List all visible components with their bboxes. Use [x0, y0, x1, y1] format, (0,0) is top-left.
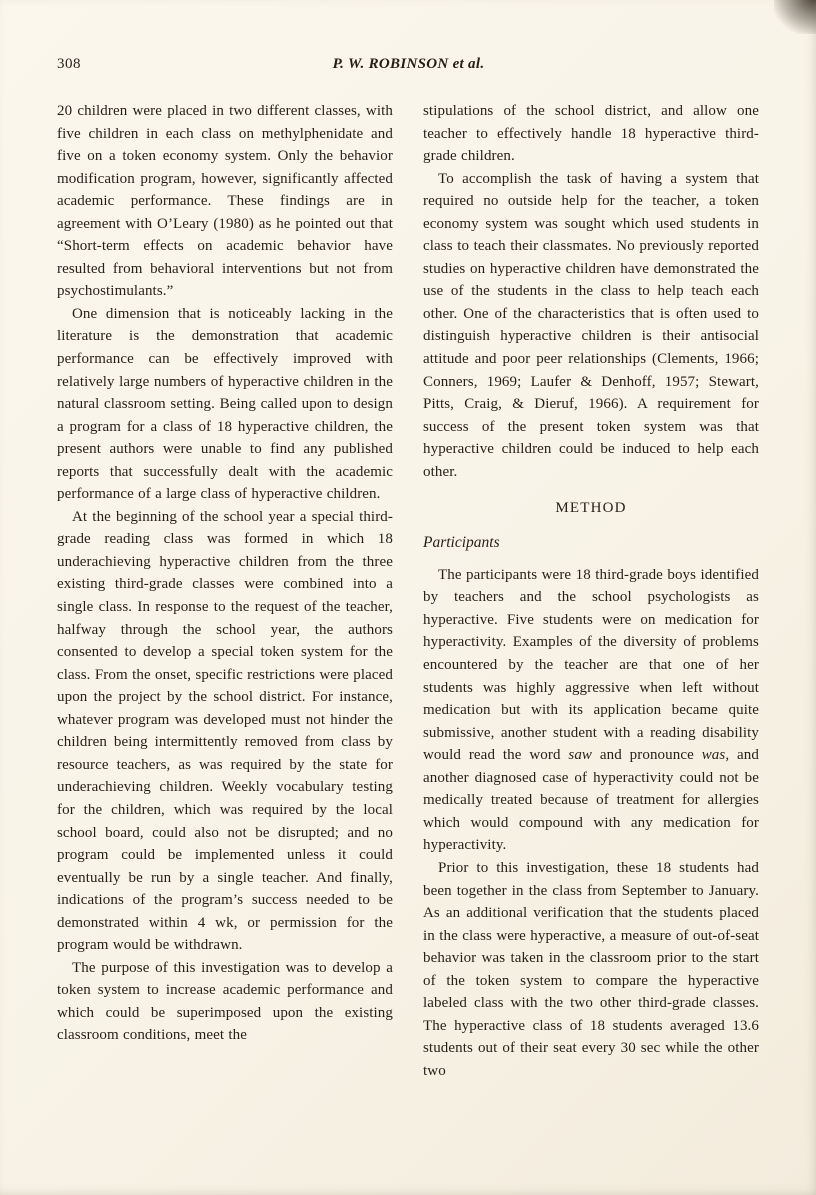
- running-head: [137, 56, 680, 73]
- text-run: The participants were 18 third-grade boys identified by teachers and the school psychologists as hyperactive. Five students were on medication for hyperactivity. Examples of the diversity of problems encountered by the teacher are that one of her students was highly aggressive when left without medication but with its application became quite submissive, another student with a reading disability would read the word: [423, 566, 759, 764]
- left-column: [57, 100, 393, 1082]
- page-number: 308: [57, 56, 81, 72]
- paragraph-stipulations: stipulations of the school district, and allow one teacher to effectively handle 18 hyperactive third-grade children.: [423, 103, 759, 165]
- text-run-italic-was: was,: [701, 747, 730, 764]
- text-run-italic-saw: saw: [568, 747, 593, 764]
- paragraph-peer-teaching: To accomplish the task of having a system that required no outside help for the teacher, a token economy system was sought which used students in class to teach their classmates. No previously reported studies on hyperactive children have demonstrated the use of the students in the class to help teach each other. One of the characteristics that is often used to distinguish hyperactive children is their antisocial attitude and poor peer relationships (Clements, 1966; Conners, 1969; Laufer & Denhoff, 1957; Stewart, Pitts, Craig, & Dieruf, 1966). A requirement for success of the present token system was that hyperactive children could be induced to help each other.: [423, 170, 759, 480]
- text-run: and pronounce: [592, 747, 702, 764]
- paragraph-prior-investigation: Prior to this investigation, these 18 students had been together in the class from September to January. As an additional verification that the students placed in the class were hyperactive, a measure of out-of-seat behavior was taken in the classroom prior to the start of the token system to compare the hyperactive labeled class with the two other third-grade classes. The hyperactive class of 18 students averaged 13.6 students out of their seat every 30 sec while the other two: [423, 859, 759, 1079]
- section-heading-method: METHOD: [555, 500, 627, 517]
- running-head-etal: et al.: [452, 56, 485, 72]
- paragraph-continuation: 20 children were placed in two different classes, with five children in each class on methylphenidate and five on a token economy system. Only the behavior modification program, however, significantly affected academic performance. These findings are in agreement with O’Leary (1980) as he pointed out that “Short-term effects on academic behavior have resulted from behavioral interventions but not from psychostimulants.”: [57, 103, 393, 300]
- paragraph-beginning-of-year: At the beginning of the school year a special third-grade reading class was formed in which 18 underachieving hyperactive children from the three existing third-grade classes were combined into a single class. In response to the request of the teacher, halfway through the school year, the authors consented to develop a special token system for the class. From the onset, specific restrictions were placed upon the project by the school district. For instance, whatever program was developed must not hinder the children being intermittently removed from class by resource teachers, as was required by the state for underachieving children. Weekly vocabulary testing for the children, which was required by the local school board, could also not be disrupted; and no program could be implemented unless it could eventually be run by a single teacher. And finally, indications of the program’s success needed to be demonstrated within 4 wk, or permission for the program would be withdrawn.: [57, 508, 393, 954]
- two-column-body: [57, 100, 760, 1082]
- text-run: and another diagnosed case of hyperactivity could not be medically treated because of treatment for allergies which would compound with any medication for hyperactivity.: [423, 747, 759, 854]
- paragraph-participants: [423, 564, 759, 857]
- paragraph-purpose: The purpose of this investigation was to develop a token system to increase academic performance and which could be superimposed upon the existing classroom conditions, meet the: [57, 959, 393, 1044]
- paragraph-one-dimension: One dimension that is noticeably lacking in the literature is the demonstration that academic performance can be effectively improved with relatively large numbers of hyperactive children in the natural classroom setting. Being called upon to design a program for a class of 18 hyperactive children, the present authors were unable to find any published reports that successfully dealt with the academic performance of a large class of hyperactive children.: [57, 305, 393, 503]
- page-header: [57, 56, 760, 73]
- right-column: [423, 100, 759, 1082]
- scan-artifact-corner: [774, 0, 816, 34]
- subsection-heading-participants: Participants: [423, 534, 500, 552]
- running-head-authors: P. W. ROBINSON: [332, 56, 453, 72]
